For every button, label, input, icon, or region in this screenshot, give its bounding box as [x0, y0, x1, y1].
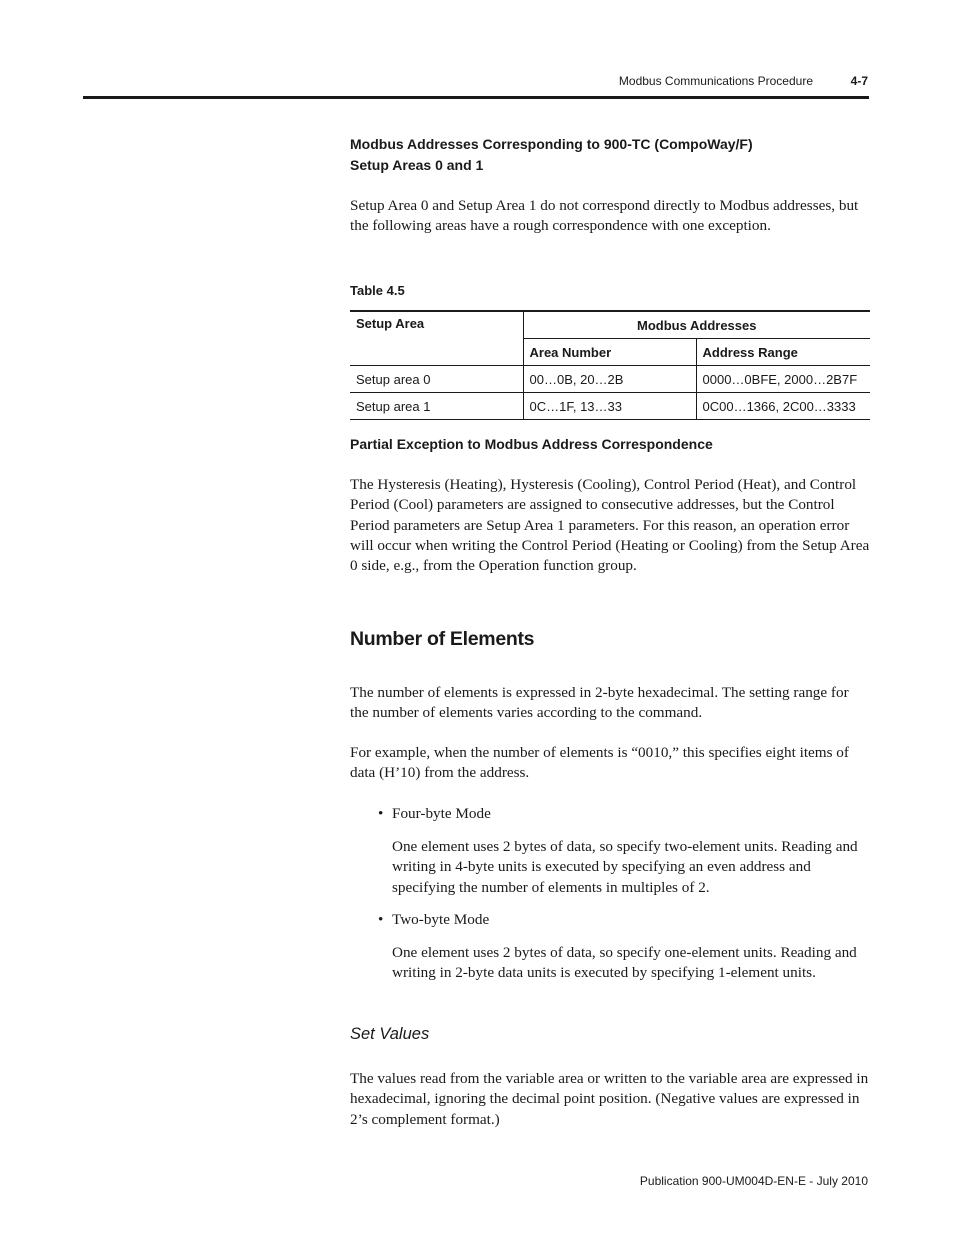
header-modbus-addresses: Modbus Addresses: [523, 311, 870, 339]
bullet-dot: •: [378, 911, 384, 928]
cell-address-range: 0C00…1366, 2C00…3333: [696, 393, 870, 420]
section-heading-partial-exception: Partial Exception to Modbus Address Correspondence: [350, 436, 713, 452]
cell-area-number: 00…0B, 20…2B: [523, 366, 696, 393]
bullet-body-two-byte-mode: One element uses 2 bytes of data, so specify one-element units. Reading and writing in 2-byte data units is executed by specifying 1-element units.: [392, 944, 857, 982]
heading-line-1: Modbus Addresses Corresponding to 900-TC (CompoWay/F): [350, 136, 753, 152]
section-heading-number-of-elements: Number of Elements: [350, 628, 535, 650]
table-row: [350, 366, 870, 393]
footer-publication: Publication 900-UM004D-EN-E - July 2010: [639, 1174, 868, 1188]
bullet-dot: •: [378, 805, 384, 822]
cell-area-number: 0C…1F, 13…33: [523, 393, 696, 420]
header-rule: [83, 96, 869, 99]
cell-setup-area: Setup area 0: [350, 366, 523, 393]
header-area-number: Area Number: [523, 339, 696, 366]
cell-setup-area: Setup area 1: [350, 393, 523, 420]
header-page-number: 4-7: [850, 74, 868, 88]
elements-paragraph-2: For example, when the number of elements is “0010,” this specifies eight items of data (H’10) from the address.: [350, 744, 849, 782]
bullet-four-byte-mode: [378, 804, 491, 824]
cell-address-range: 0000…0BFE, 2000…2B7F: [696, 366, 870, 393]
address-table: [350, 310, 870, 420]
partial-exception-paragraph: The Hysteresis (Heating), Hysteresis (Cooling), Control Period (Heat), and Control Period (Cool) parameters are assigned to consecutive addresses, but the Control Period parameters are Setup Area 1 parameters. For this reason, an operation error will occur when writing the Control Period (Heating or Cooling) from the Setup Area 0 side, e.g., from the Operation function group.: [350, 476, 870, 575]
header-section-name: Modbus Communications Procedure: [618, 74, 813, 88]
bullet-body-four-byte-mode: One element uses 2 bytes of data, so specify two-element units. Reading and writing in 4-byte units is executed by specifying an even address and specifying the number of elements in multiples of 2.: [392, 838, 858, 896]
heading-line-2: Setup Areas 0 and 1: [350, 157, 484, 173]
table-caption: Table 4.5: [350, 283, 405, 298]
bullet-label: Two-byte Mode: [392, 911, 490, 928]
header-address-range: Address Range: [696, 339, 870, 366]
bullet-label: Four-byte Mode: [392, 805, 491, 822]
header-setup-area: Setup Area: [350, 311, 523, 366]
elements-paragraph-1: The number of elements is expressed in 2-byte hexadecimal. The setting range for the number of elements varies according to the command.: [350, 684, 849, 722]
table-row: [350, 393, 870, 420]
intro-paragraph: Setup Area 0 and Setup Area 1 do not correspond directly to Modbus addresses, but the following areas have a rough correspondence with one exception.: [350, 197, 859, 235]
bullet-two-byte-mode: [378, 910, 489, 930]
set-values-paragraph: The values read from the variable area or written to the variable area are expressed in hexadecimal, ignoring the decimal point position. (Negative values are expressed in 2’s complement format.): [350, 1070, 869, 1128]
section-heading-set-values: Set Values: [350, 1025, 430, 1043]
section-heading-modbus-addresses: [350, 134, 870, 176]
running-header: [0, 74, 954, 92]
